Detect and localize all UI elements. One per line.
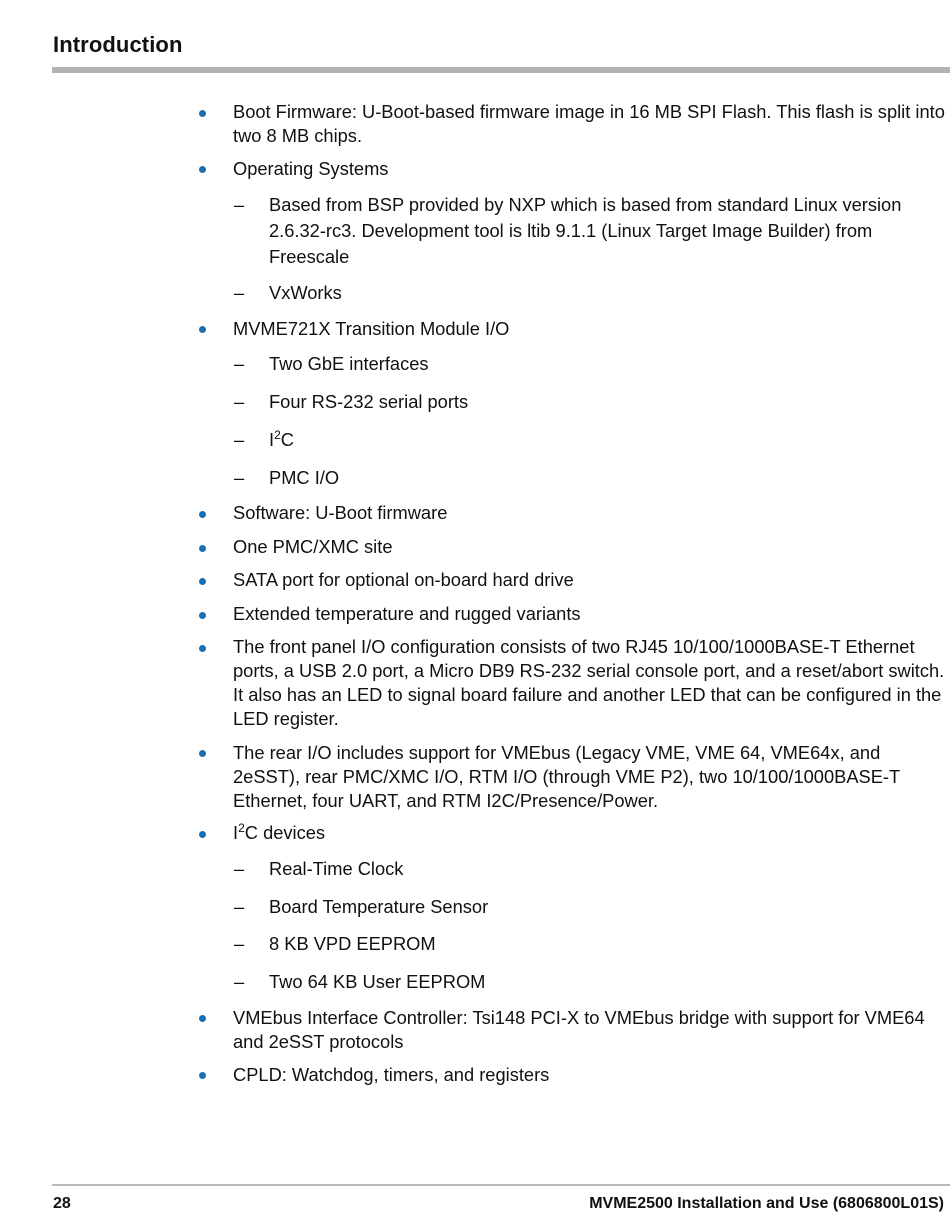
list-item-text: SATA port for optional on-board hard drive xyxy=(233,569,574,590)
bullet-icon xyxy=(199,511,206,518)
dash-marker: – xyxy=(234,429,245,450)
list-item-text: MVME721X Transition Module I/O xyxy=(233,318,510,339)
bullet-icon xyxy=(199,612,206,619)
bullet-icon xyxy=(199,545,206,552)
sub-list-item-text: 8 KB VPD EEPROM xyxy=(269,933,436,954)
sub-list-item-text: Two 64 KB User EEPROM xyxy=(269,971,486,992)
list-item-text: $I^2C$ devices xyxy=(233,821,326,843)
sub-list-item-text: Real-Time Clock xyxy=(269,858,404,879)
list-item-text: Boot Firmware: U-Boot-based firmware image in 16 MB SPI Flash. This flash is split into two 8 MB chips. xyxy=(233,101,945,146)
dash-marker: – xyxy=(234,896,245,917)
list-item-text: Extended temperature and rugged variants xyxy=(233,603,581,624)
sub-list-item-text: VxWorks xyxy=(269,282,342,303)
sub-list-item-text: Four RS-232 serial ports xyxy=(269,391,469,412)
list-item-text: VMEbus Interface Controller: Tsi148 PCI-X to VMEbus bridge with support for VME64 and 2eSST protocols xyxy=(233,1007,925,1052)
list-item-text: Software: U-Boot firmware xyxy=(233,502,448,523)
page-number: 28 xyxy=(53,1195,71,1212)
list-item-text: CPLD: Watchdog, timers, and registers xyxy=(233,1064,550,1085)
dash-marker: – xyxy=(234,194,245,215)
dash-marker: – xyxy=(234,353,245,374)
bullet-icon xyxy=(199,110,206,117)
list-item-text: Operating Systems xyxy=(233,158,389,179)
sub-list-item-text: Two GbE interfaces xyxy=(269,353,429,374)
sub-list-item-text: PMC I/O xyxy=(269,467,340,488)
footer-divider xyxy=(52,1184,950,1186)
bullet-icon xyxy=(199,578,206,585)
dash-marker: – xyxy=(234,282,245,303)
document-title: MVME2500 Installation and Use (6806800L01S) xyxy=(589,1195,944,1212)
list-item-text: The rear I/O includes support for VMEbus (Legacy VME, VME 64, VME64x, and 2eSST), rear PMC/XMC I/O, RTM I/O (through VME P2), two 10/100/1000BASE-T Ethernet, four UART, and RTM I2C/Presence/Power. xyxy=(233,742,900,811)
list-item-text: One PMC/XMC site xyxy=(233,536,393,557)
sub-list-item-text: $I^2C$ xyxy=(269,428,294,450)
bullet-icon xyxy=(199,1072,206,1079)
list-item-text: The front panel I/O configuration consists of two RJ45 10/100/1000BASE-T Ethernet ports, a USB 2.0 port, a Micro DB9 RS-232 serial console port, and a reset/abort switch. It also has an LED to signal board failure and another LED that can be configured in the LED register. xyxy=(233,636,945,729)
bullet-icon xyxy=(199,750,206,757)
sub-list-item-text: Board Temperature Sensor xyxy=(269,896,489,917)
dash-marker: – xyxy=(234,933,245,954)
bullet-icon xyxy=(199,326,206,333)
sub-list-item-text: Based from BSP provided by NXP which is based from standard Linux version 2.6.32-rc3. Development tool is ltib 9.1.1 (Linux Target Image Builder) from Freescale xyxy=(269,194,902,267)
dash-marker: – xyxy=(234,391,245,412)
bullet-icon xyxy=(199,645,206,652)
bullet-icon xyxy=(199,166,206,173)
header-divider xyxy=(52,67,950,73)
bullet-icon xyxy=(199,831,206,838)
bullet-icon xyxy=(199,1015,206,1022)
dash-marker: – xyxy=(234,971,245,992)
dash-marker: – xyxy=(234,467,245,488)
dash-marker: – xyxy=(234,858,245,879)
page-title: Introduction xyxy=(53,32,183,57)
